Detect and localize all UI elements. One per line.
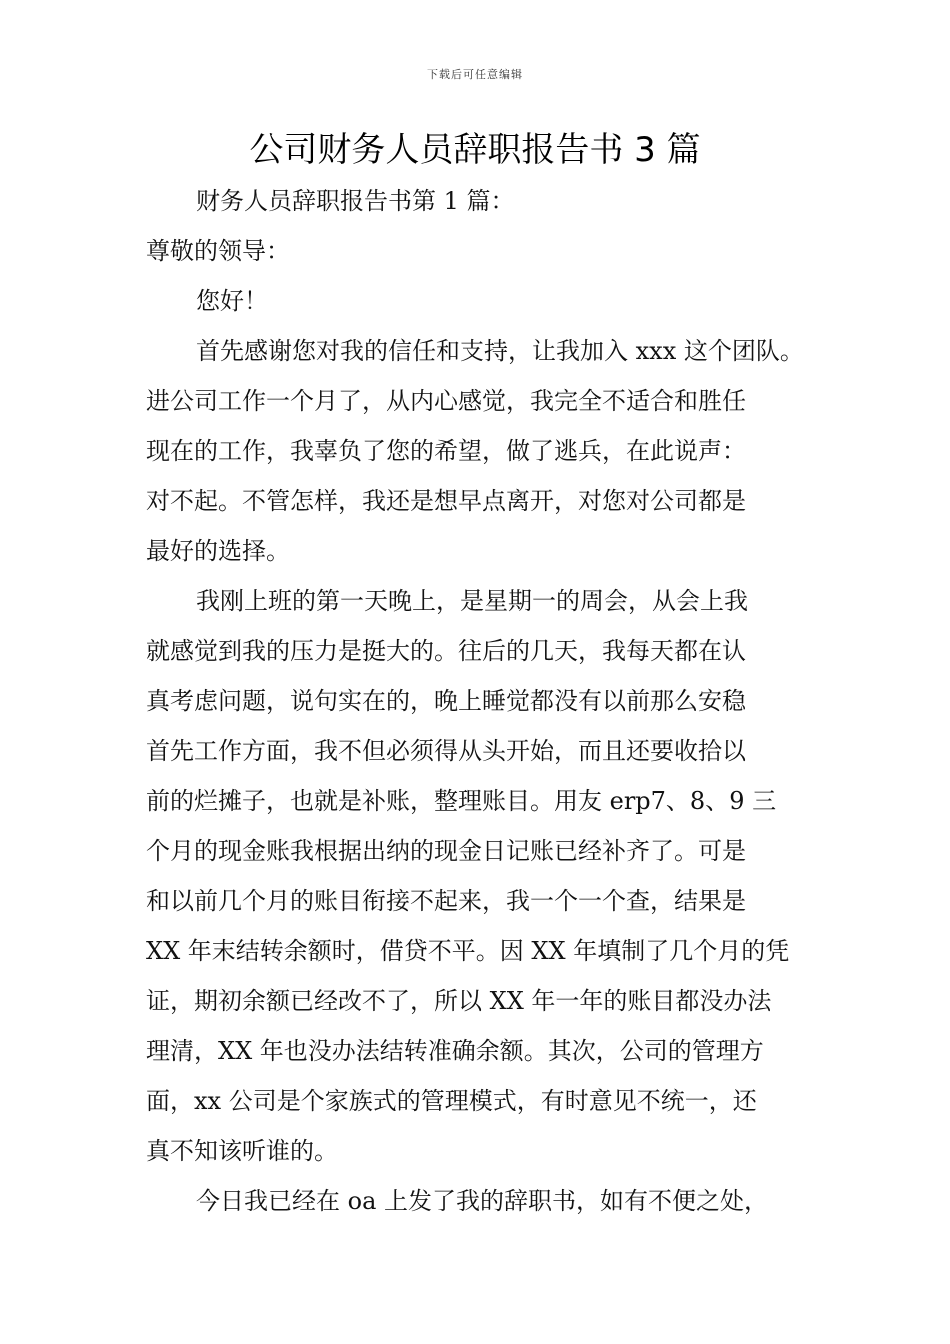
paragraph-line: 面，xx 公司是个家族式的管理模式，有时意见不统一，还: [146, 1087, 757, 1115]
paragraph-line: 最好的选择。: [146, 537, 290, 565]
paragraph-line: 我刚上班的第一天晚上，是星期一的周会，从会上我: [196, 587, 748, 615]
header-note: 下载后可任意编辑: [427, 68, 523, 81]
paragraph-line: XX 年末结转余额时，借贷不平。因 XX 年填制了几个月的凭: [146, 937, 790, 965]
paragraph-line: 首先工作方面，我不但必须得从头开始，而且还要收拾以: [146, 737, 746, 765]
paragraph-line: 理清，XX 年也没办法结转准确余额。其次，公司的管理方: [146, 1037, 764, 1065]
section-heading: 财务人员辞职报告书第 1 篇：: [196, 187, 515, 215]
paragraph-line: 个月的现金账我根据出纳的现金日记账已经补齐了。可是: [146, 837, 746, 865]
greeting: 您好！: [196, 287, 268, 315]
paragraph-line: 进公司工作一个月了，从内心感觉，我完全不适合和胜任: [146, 387, 746, 415]
paragraph-line: 对不起。不管怎样，我还是想早点离开，对您对公司都是: [146, 487, 746, 515]
paragraph-line: 和以前几个月的账目衔接不起来，我一个一个查，结果是: [146, 887, 746, 915]
paragraph-line: 首先感谢您对我的信任和支持，让我加入 xxx 这个团队。: [196, 337, 804, 365]
paragraph-line: 今日我已经在 oa 上发了我的辞职书，如有不便之处，: [196, 1187, 769, 1215]
document-title: 公司财务人员辞职报告书 3 篇: [249, 130, 701, 170]
document-body: [146, 176, 818, 1226]
paragraph-line: 就感觉到我的压力是挺大的。往后的几天，我每天都在认: [146, 637, 746, 665]
paragraph-line: 前的烂摊子，也就是补账，整理账目。用友 erp7、8、9 三: [146, 787, 777, 815]
paragraph-line: 现在的工作，我辜负了您的希望，做了逃兵，在此说声：: [146, 437, 746, 465]
salutation: 尊敬的领导：: [146, 237, 290, 265]
paragraph-line: 证，期初余额已经改不了，所以 XX 年一年的账目都没办法: [146, 987, 772, 1015]
paragraph-line: 真不知该听谁的。: [146, 1137, 338, 1165]
paragraph-line: 真考虑问题，说句实在的，晚上睡觉都没有以前那么安稳: [146, 687, 746, 715]
